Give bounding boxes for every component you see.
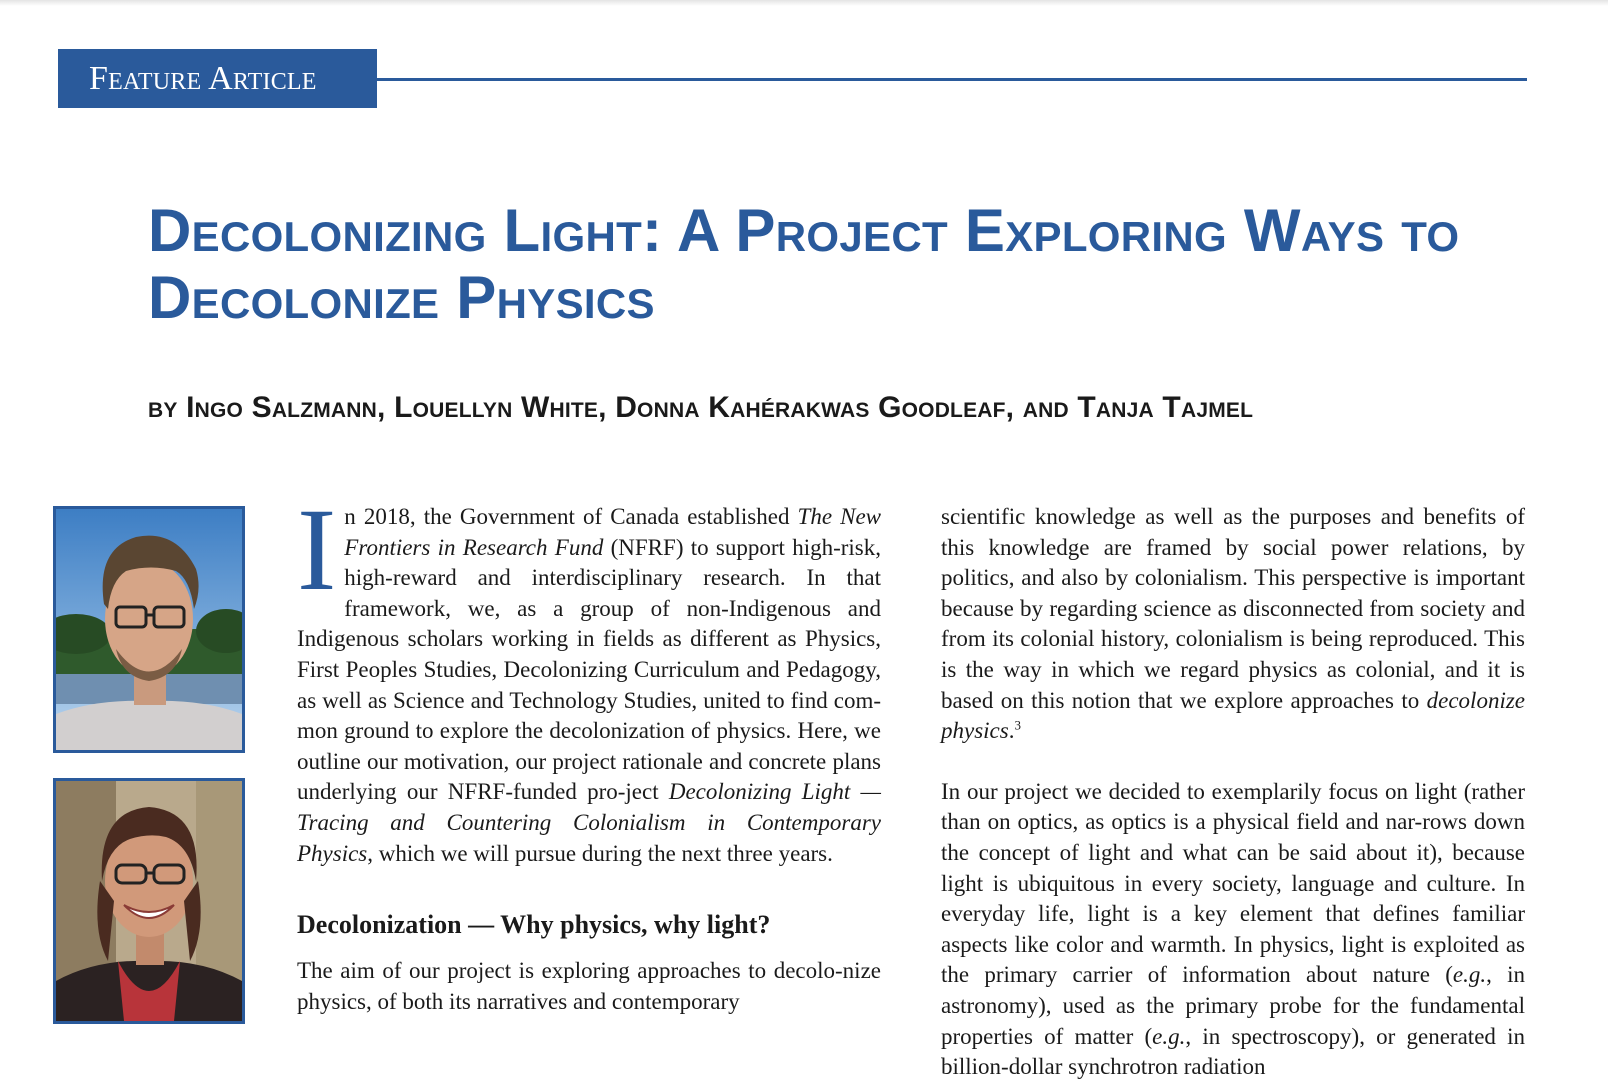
p2-c: , in spectroscopy), or generated in billion-dollar synchrotron radiation	[941, 1023, 1526, 1080]
p2-b: , in astronomy), used as the primary probe for the fundamental properties of matter (	[941, 962, 1526, 1049]
p2-a: In our project we decided to exemplarily focus on light (rather than on optics, as optics is a physical field and nar-rows down the concept of light and what can be said about it), because light is ubiquitous in every society, language and culture. In everyday life, light is a key element that defines familiar aspects like color and warmth. In physics, light is exploited as the primary carrier of information about nature (	[941, 778, 1525, 988]
intro-text-2: (NFRF) to support high-risk, high-reward and interdisciplinary research. In that framework, we, as a group of non-Indigenous and Indigenous scholars working in fields as different as Physics, First Peoples Studies, Decolonizing Curriculum and Pedagogy, as well as Science and Technology Studies, united to find com-mon ground to explore the decolonization of physics. Here, we outline our motivation, our project rationale and concrete plans underlying our NFRF-funded pro-ject	[297, 534, 882, 805]
power-relations-paragraph	[941, 502, 1525, 747]
aim-paragraph: The aim of our project is exploring approaches to decolo-nize physics, of both its narratives and contemporary	[297, 958, 881, 1014]
p2-eg-1: e.g.	[1452, 962, 1487, 988]
author-photo-2	[53, 778, 245, 1024]
drop-cap: I	[297, 484, 337, 615]
project-name: Decolonizing Light — Tracing and Countering Colonialism in Contemporary Physics	[297, 779, 881, 866]
left-column	[297, 484, 882, 1017]
right-column	[941, 502, 1525, 1083]
author-photo-1	[53, 506, 245, 753]
author-portrait-woman-icon	[56, 781, 242, 1021]
p2-eg-2: e.g.	[1152, 1023, 1186, 1049]
p1-end: .	[1008, 718, 1015, 744]
intro-text-1: n 2018, the Government of Canada established	[344, 504, 798, 529]
article-title: Decolonizing Light: A Project Exploring Ways to Decolonize Physics	[148, 197, 1460, 331]
intro-text-3: , which we will pursue during the next three years.	[367, 840, 833, 866]
light-focus-paragraph	[941, 777, 1525, 1083]
intro-paragraph	[297, 484, 882, 869]
section-divider	[377, 78, 1527, 81]
fund-name: The New Frontiers in Research Fund	[344, 504, 882, 560]
footnote-ref: 3	[1014, 717, 1021, 733]
section-label: Feature Article	[58, 49, 377, 108]
author-byline: by Ingo Salzmann, Louellyn White, Donna Kahérakwas Goodleaf, and Tanja Tajmel	[148, 391, 1254, 424]
page-top-edge	[0, 0, 1608, 6]
author-portrait-man-icon	[56, 509, 242, 750]
p1-main: scientific knowledge as well as the purposes and benefits of this knowledge are framed by social power relations, by politics, and also by colonialism. This perspective is important because by regarding science as disconnected from society and from its colonial history, colonialism is being reproduced. This is the way in which we regard physics as colonial, and it is based on this notion that we explore approaches to	[941, 504, 1525, 713]
p1-italic: decolonize physics	[941, 687, 1525, 744]
section-subheading: Decolonization — Why physics, why light?	[297, 910, 771, 940]
